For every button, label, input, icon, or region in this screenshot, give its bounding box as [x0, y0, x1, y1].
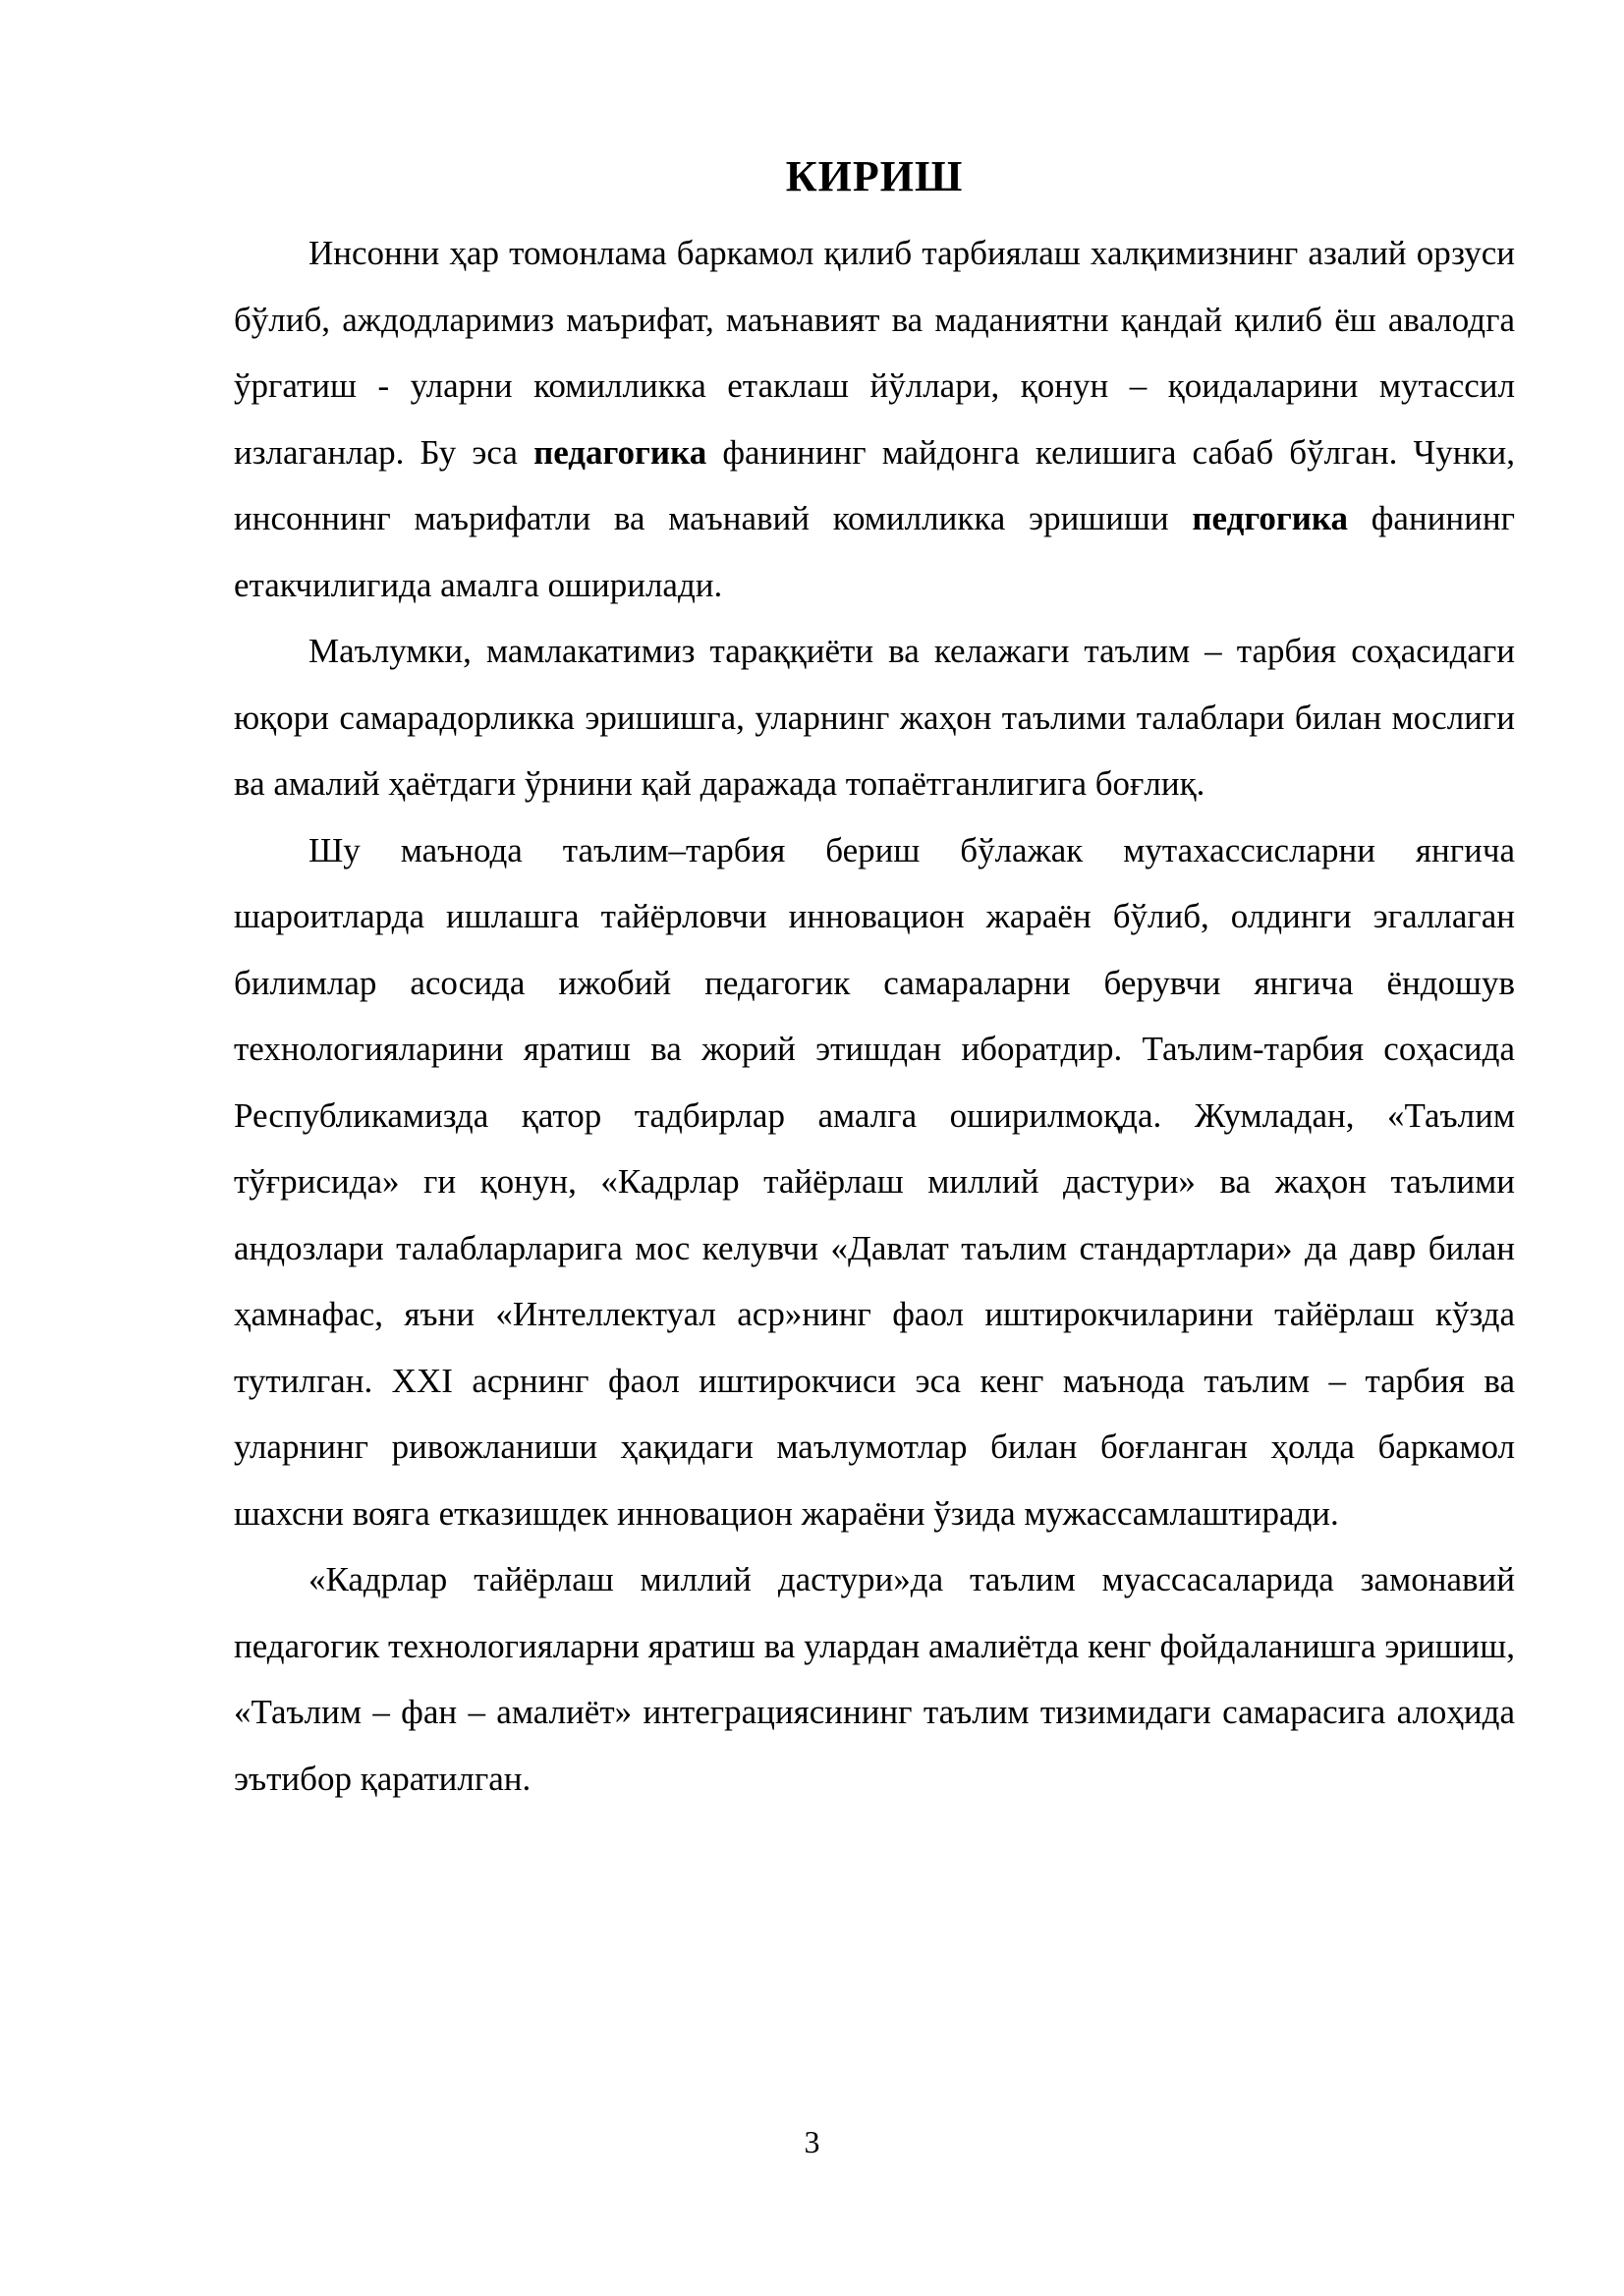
- page-number: 3: [804, 2124, 820, 2159]
- paragraph-4: «Кадрлар тайёрлаш миллий дастури»да таълим муассасаларида замонавий педагогик технологияларни яратиш ва улардан амалиётда кенг фойдаланишга эришиш, «Таълим – фан – амалиёт» интеграциясининг таълим тизимидаги самарасига алоҳида эътибор қаратилган.: [234, 1560, 1515, 1798]
- paragraph-3: Шу маънода таълим–тарбия бериш бўлажак мутахассисларни янгича шароитларда ишлашга тайёрловчи инновацион жараён бўлиб, олдинги эгаллаган билимлар асосида ижобий педагогик самараларни берувчи янгича ёндошув технологияларини яратиш ва жорий этишдан иборатдир. Таълим-тарбия соҳасида Республикамизда қатор тадбирлар амалга оширилмоқда. Жумладан, «Таълим тўғрисида» ги қонун, «Кадрлар тайёрлаш миллий дастури» ва жаҳон таълими андозлари талабларларига мос келувчи «Давлат таълим стандартлари» да давр билан ҳамнафас, яъни «Интеллектуал аср»нинг фаол иштирокчиларини тайёрлаш кўзда тутилган. XXI асрнинг фаол иштирокчиси эса кенг маънода таълим – тарбия ва уларнинг ривожланиши ҳақидаги маълумотлар билан боғланган ҳолда баркамол шахсни вояга етказишдек инновацион жараёни ўзида мужассамлаштиради.: [234, 830, 1515, 1533]
- page-title: КИРИШ: [785, 152, 964, 200]
- document-page: [234, 147, 1515, 1812]
- paragraph-2: Маълумки, мамлакатимиз тараққиёти ва келажаги таълим – тарбия соҳасидаги юқори самарадорликка эришишга, уларнинг жаҳон таълими талаблари билан мослиги ва амалий ҳаётдаги ўрнини қай даражада топаётганлигига боғлиқ.: [234, 632, 1515, 803]
- paragraph-1-text-c: фанининг етакчилигида амалга оширилади.: [234, 499, 1515, 604]
- paragraph-1-bold-term-2: педгогика: [1192, 499, 1349, 537]
- paragraph-1: [234, 220, 1515, 618]
- paragraph-1-text-a: Инсонни ҳар томонлама баркамол қилиб тарбиялаш халқимизнинг азалий орзуси бўлиб, аждодларимиз маърифат, маънавият ва маданиятни қандай қилиб ёш авалодга ўргатиш - уларни комилликка етаклаш йўллари, қонун – қоидаларини мутассил излаганлар. Бу эса: [234, 234, 1515, 472]
- paragraph-1-bold-term-1: педагогика: [533, 432, 707, 472]
- paragraph-1-text-b: фанининг майдонга келишига сабаб бўлган. Чунки, инсоннинг маърифатли ва маънавий комилликка эришиши: [234, 432, 1515, 537]
